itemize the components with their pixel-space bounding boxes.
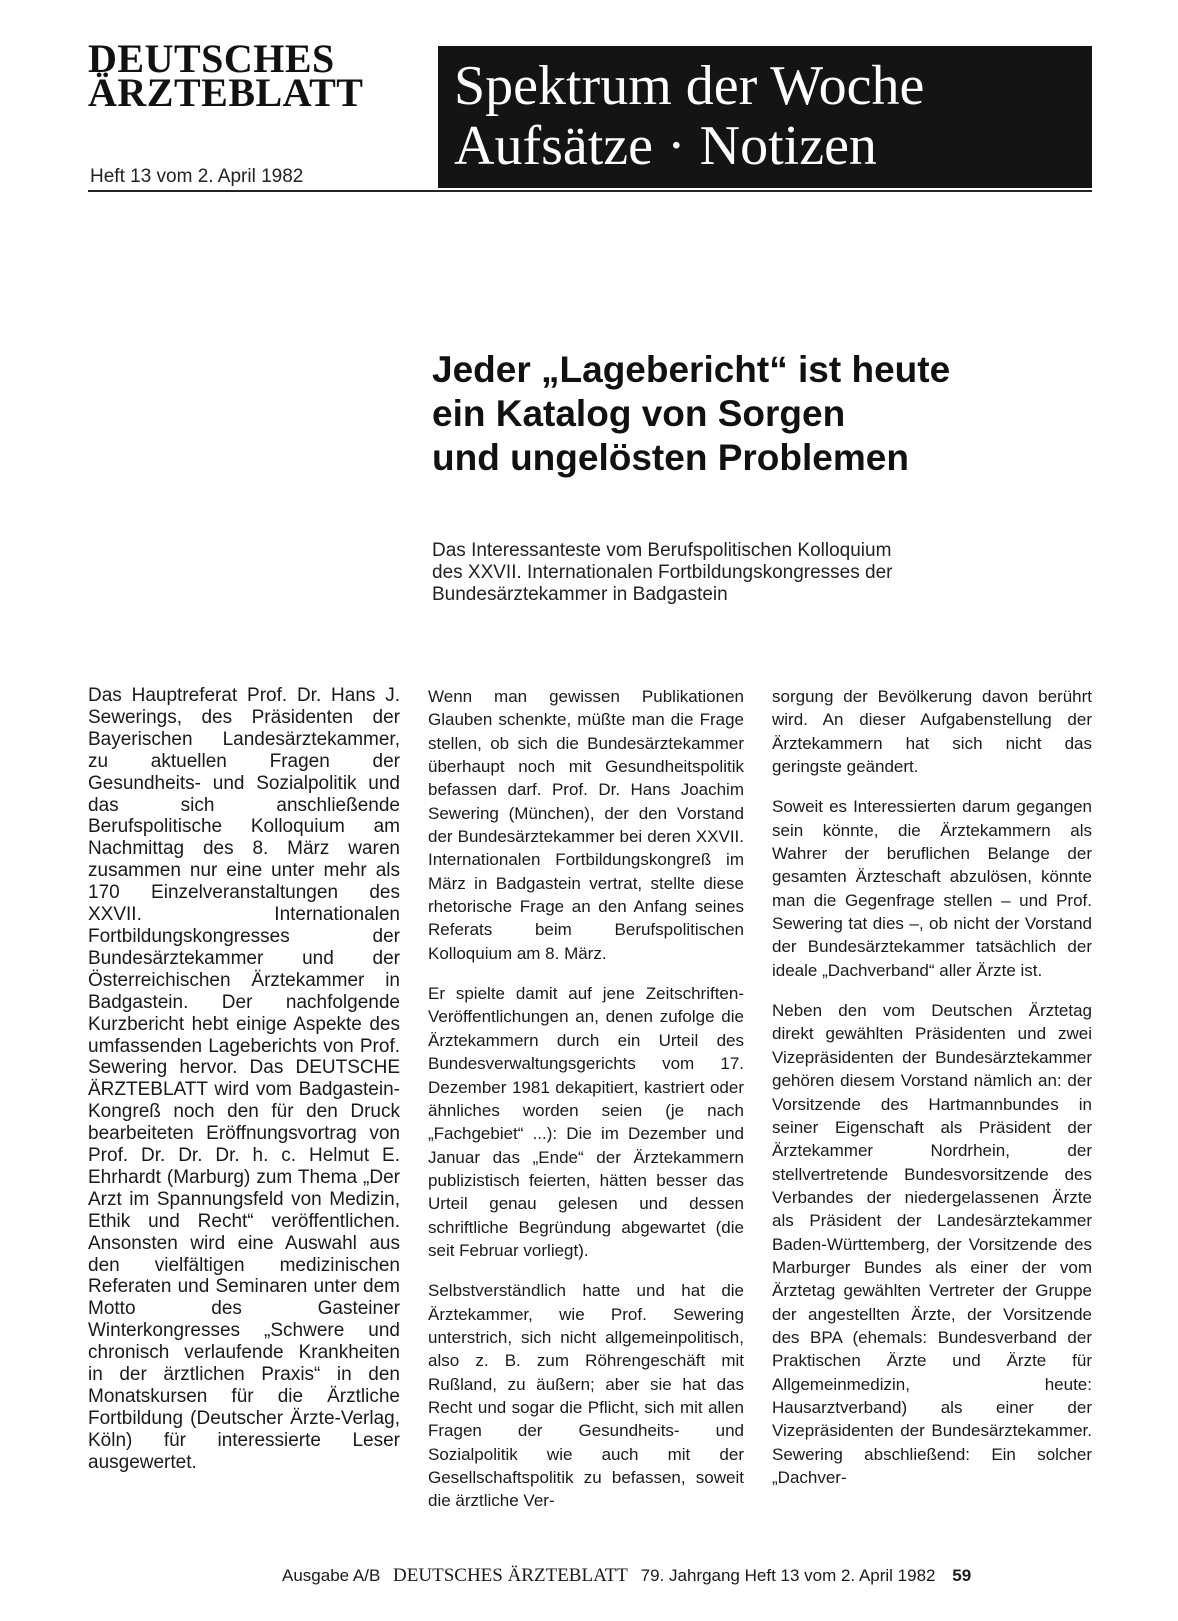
logo-line-1: DEUTSCHES: [88, 36, 335, 81]
footer-edition: Ausgabe A/B: [282, 1566, 381, 1585]
column-3: [772, 685, 1092, 1506]
subtitle-line: des XXVII. Internationalen Fortbildungskongresses der: [432, 562, 893, 583]
masthead-rule: [88, 190, 1092, 192]
footer-publication: DEUTSCHES ÄRZTEBLATT: [393, 1565, 628, 1586]
banner-line-1: Spektrum der Woche: [454, 55, 925, 117]
column-2: [428, 685, 744, 1530]
body-paragraph: Neben den vom Deutschen Ärztetag direkt gewählten Präsidenten und zwei Vizepräsidenten der Bundesärztekammer gehören diesem Vorstand nämlich an: der Vorsitzende des Hartmannbundes in seiner Eigenschaft als Präsident der Ärztekammer Nordrhein, der stellvertretende Bundesvorsitzende des Verbandes der niedergelassenen Ärzte als Präsident der Landesärztekammer Baden-Württemberg, der Vorsitzende des Marburger Bundes als einer der vom Ärztetag gewählten Vertreter der Gruppe der angestellten Ärzte, der Vorsitzende des BPA (ehemals: Bundesverband der Praktischen Ärzte und Ärzte für Allgemeinmedizin, heute: Hausarztverband) als einer der Vizepräsidenten der Bundesärztekammer. Sewering abschließend: Ein solcher „Dachver-: [772, 1001, 1092, 1487]
headline-line: und ungelösten Problemen: [432, 437, 909, 478]
subtitle-line: Bundesärztekammer in Badgastein: [432, 584, 728, 605]
page-number: 59: [952, 1566, 972, 1585]
page-footer: [282, 1565, 1092, 1591]
headline-line: ein Katalog von Sorgen: [432, 393, 846, 434]
publication-logo: [88, 36, 364, 115]
banner-line-2: Aufsätze · Notizen: [454, 115, 877, 177]
subtitle-line: Das Interessanteste vom Berufspolitischen Kolloquium: [432, 540, 892, 561]
column-1: [88, 685, 400, 1491]
section-banner: [438, 46, 1092, 188]
article-headline: [432, 348, 1082, 480]
article-subtitle: [432, 540, 1032, 606]
body-paragraph: Soweit es Interessierten darum gegangen sein könnte, die Ärztekammern als Wahrer der beruflichen Belange der gesamten Ärzteschaft abzulösen, könnte man die Gegenfrage stellen – und Prof. Sewering tat dies –, ob nicht der Vorstand der Bundesärztekammer tatsächlich der ideale „Dachverband“ aller Ärzte ist.: [772, 797, 1092, 980]
masthead: [0, 0, 1178, 200]
footer-volume: 79. Jahrgang Heft 13 vom 2. April 1982: [640, 1566, 936, 1585]
issue-date: Heft 13 vom 2. April 1982: [90, 166, 304, 187]
body-paragraph: Selbstverständlich hatte und hat die Ärztekammer, wie Prof. Sewering unterstrich, sich nicht allgemeinpolitisch, also z. B. zum Röhrengeschäft mit Rußland, zu äußern; aber sie hat das Recht und sogar die Pflicht, sich mit allen Fragen der Gesundheits- und Sozialpolitik wie auch mit der Gesellschaftspolitik zu befassen, soweit die ärztliche Ver-: [428, 1281, 744, 1511]
body-paragraph: Wenn man gewissen Publikationen Glauben schenkte, müßte man die Frage stellen, ob sich die Bundesärztekammer überhaupt noch mit Gesundheitspolitik befassen darf. Prof. Dr. Hans Joachim Sewering (München), der den Vorstand der Bundesärztekammer bei deren XXVII. Internationalen Fortbildungskongreß im März in Badgastein vertrat, stellte diese rhetorische Frage an den Anfang seines Referats beim Berufspolitischen Kolloquium am 8. März.: [428, 687, 744, 963]
intro-paragraph: Das Hauptreferat Prof. Dr. Hans J. Sewerings, des Präsidenten der Bayerischen Landesärztekammer, zu aktuellen Fragen der Gesundheits- und Sozialpolitik und das sich anschließende Berufspolitische Kolloquium am Nachmittag des 8. März waren zusammen nur eine unter mehr als 170 Einzelveranstaltungen des XXVII. Internationalen Fortbildungskongresses der Bundesärztekammer und der Österreichischen Ärztekammer in Badgastein. Der nachfolgende Kurzbericht hebt einige Aspekte des umfassenden Lageberichts von Prof. Sewering hervor. Das DEUTSCHE ÄRZTEBLATT wird vom Badgastein-Kongreß noch den für den Druck bearbeiteten Eröffnungsvortrag von Prof. Dr. Dr. Dr. h. c. Helmut E. Ehrhardt (Marburg) zum Thema „Der Arzt im Spannungsfeld von Medizin, Ethik und Recht“ veröffentlichen. Ansonsten wird eine Auswahl aus den vielfältigen medizinischen Referaten und Seminaren unter dem Motto des Gasteiner Winterkongresses „Schwere und chronisch verlaufende Krankheiten in der ärztlichen Praxis“ in den Monatskursen für die Ärztliche Fortbildung (Deutscher Ärzte-Verlag, Köln) für interessierte Leser ausgewertet.: [88, 685, 400, 1473]
headline-line: Jeder „Lagebericht“ ist heute: [432, 349, 951, 390]
body-paragraph: Er spielte damit auf jene Zeitschriften-Veröffentlichungen an, denen zufolge die Ärztekammern durch ein Urteil des Bundesverwaltungsgerichts vom 17. Dezember 1981 dekapitiert, kastriert oder ähnliches worden seien (je nach „Fachgebiet“ ...): Die im Dezember und Januar das „Ende“ der Ärztekammern publizistisch feierten, hätten besser das Urteil genau gelesen und dessen schriftliche Begründung abgewartet (die seit Februar vorliegt).: [428, 984, 744, 1260]
body-paragraph: sorgung der Bevölkerung davon berührt wird. An dieser Aufgabenstellung der Ärztekammern hat sich nicht das geringste geändert.: [772, 687, 1092, 777]
logo-line-2: ÄRZTEBLATT: [88, 70, 364, 115]
